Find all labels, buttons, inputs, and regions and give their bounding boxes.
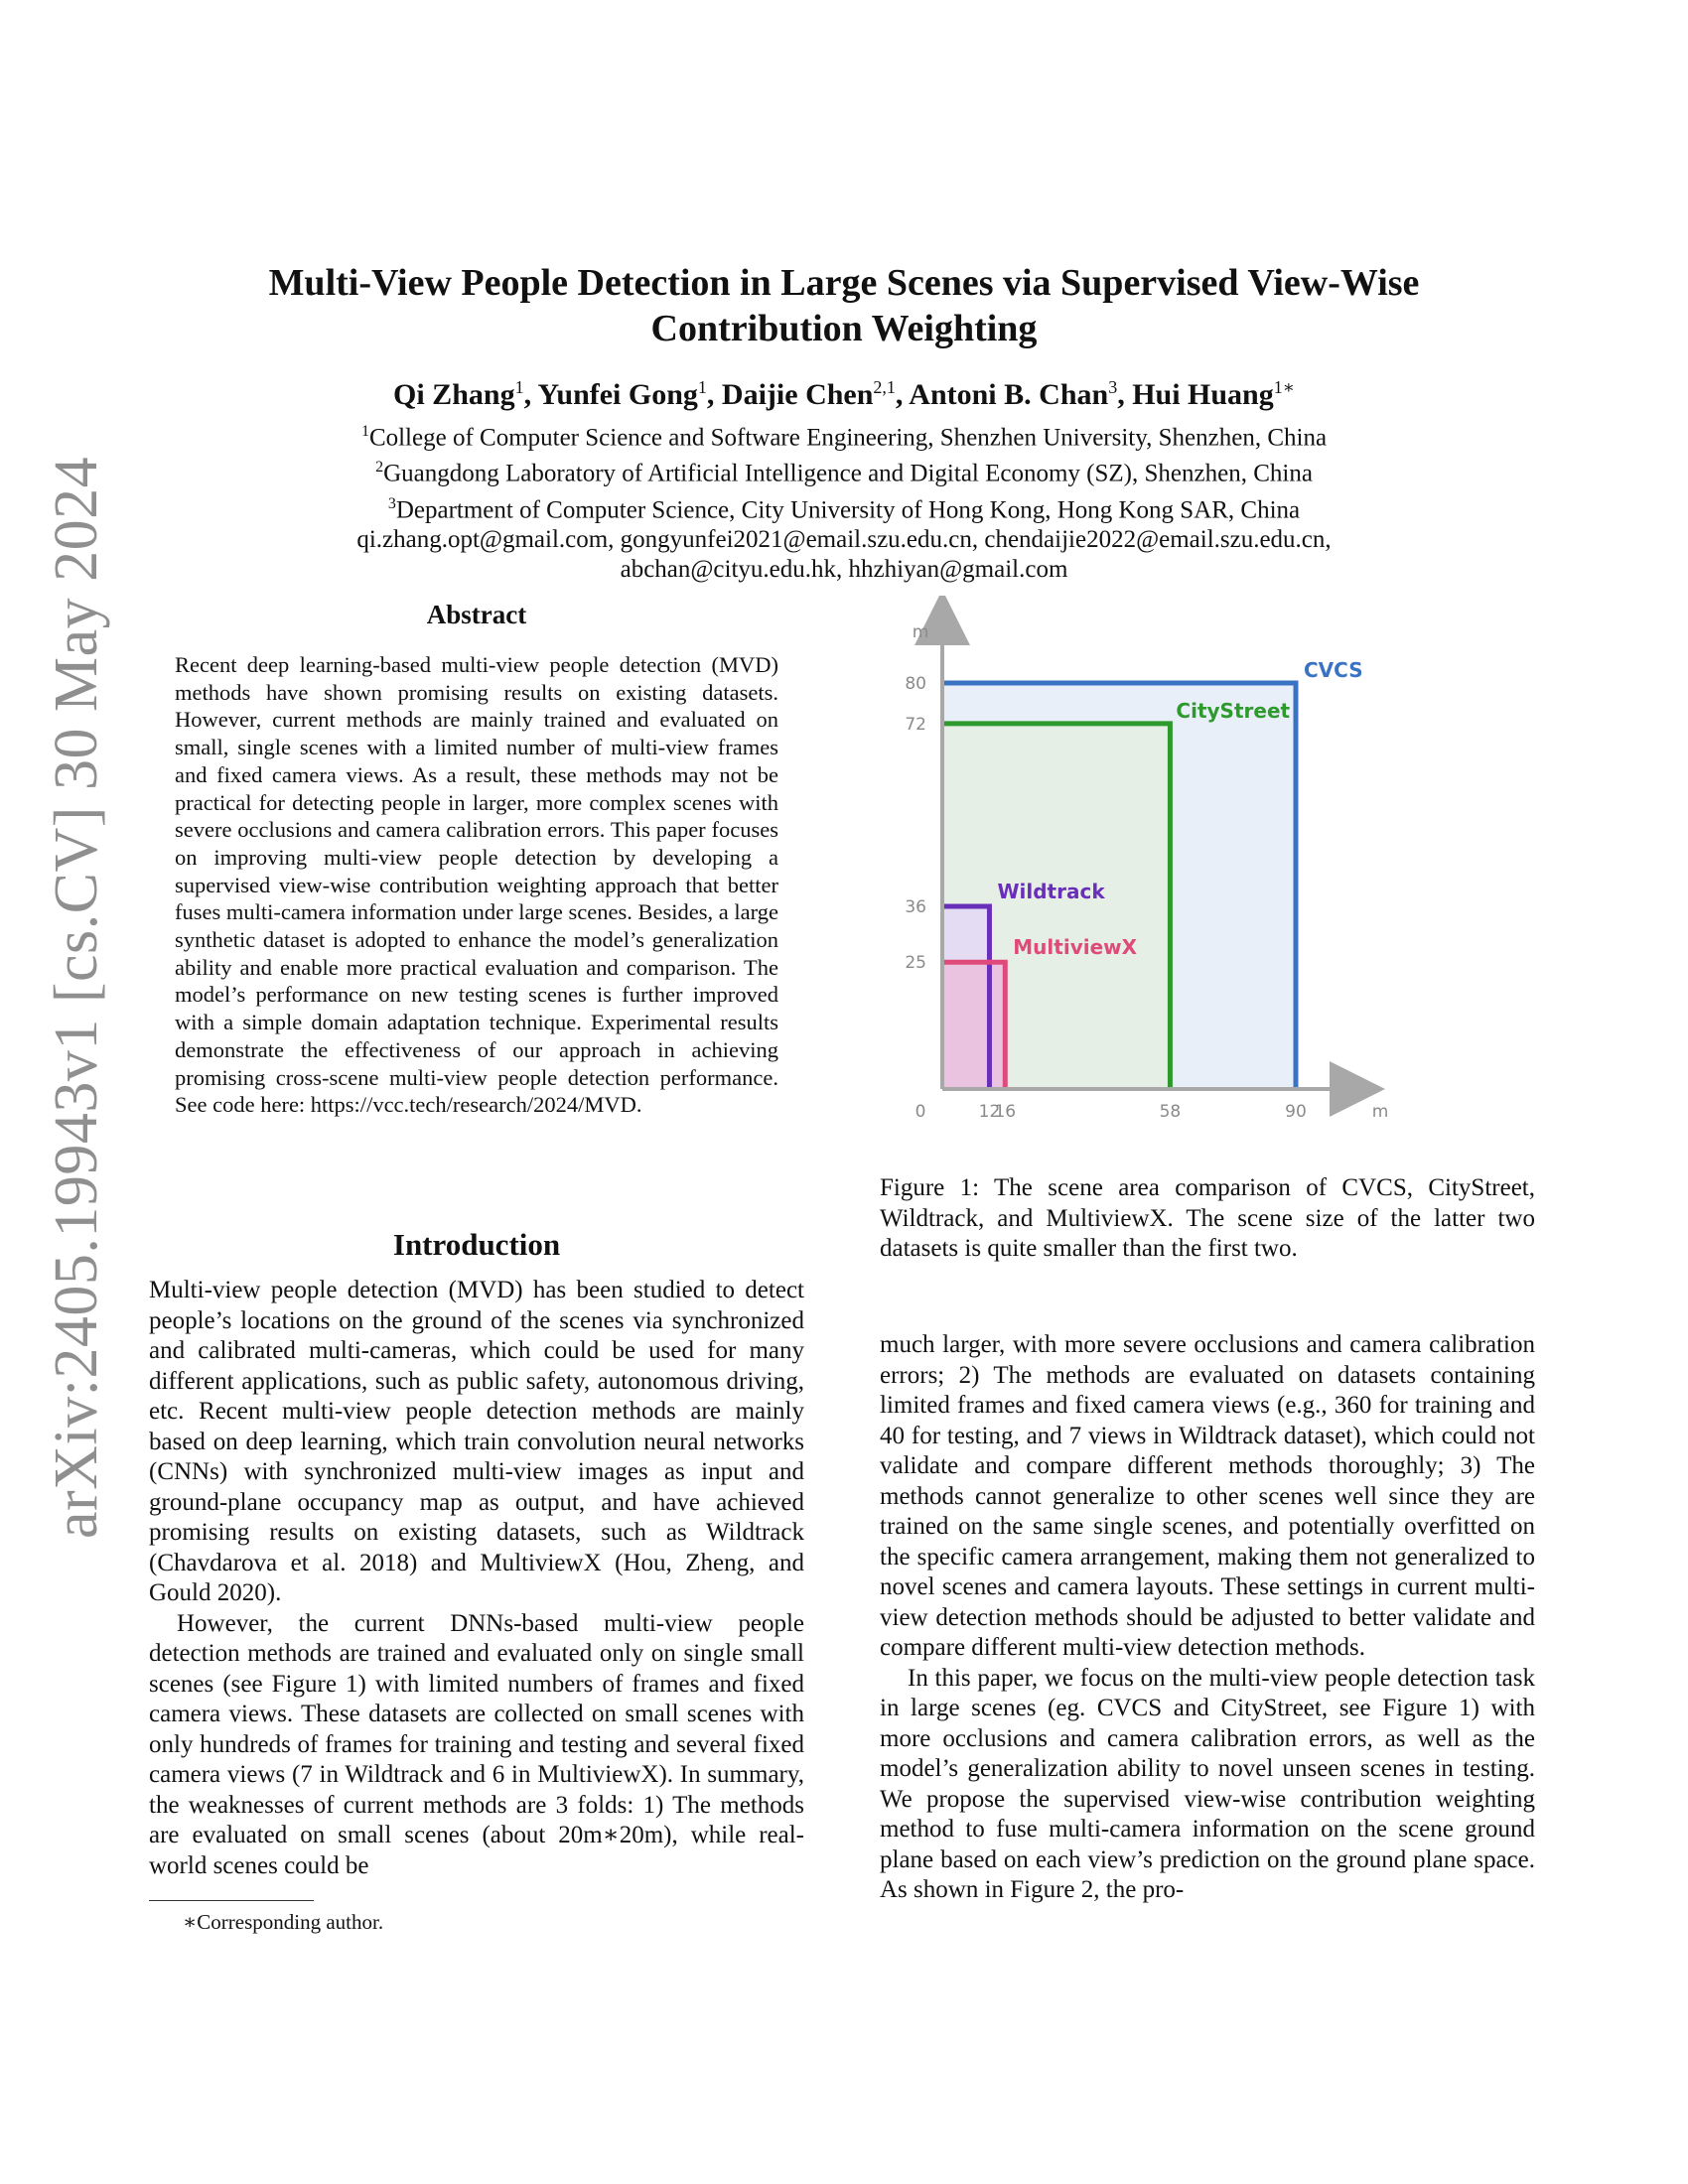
- affiliation-text: College of Computer Science and Software Engineering, Shenzhen University, Shenzhen, China: [368, 424, 1328, 452]
- introduction-heading: Introduction: [392, 1227, 561, 1262]
- title-line-2: Contribution Weighting: [650, 308, 1038, 349]
- figure-caption: Figure 1: The scene area comparison of CVCS, CityStreet, Wildtrack, and MultiviewX. The scene size of the latter two datasets is quite smaller than the first two.: [880, 1174, 1535, 1262]
- introduction-body: [149, 1276, 804, 1881]
- affiliation: [149, 453, 1539, 488]
- right-column-body: [880, 1330, 1535, 1906]
- author: Qi Zhang: [393, 378, 515, 411]
- figure-1-chart: [879, 596, 1534, 1132]
- author-sup: 1∗: [1273, 377, 1295, 397]
- x-tick-label: 12: [978, 1102, 1001, 1122]
- area-fill-multiviewx: [942, 962, 1005, 1089]
- affiliation: [149, 417, 1539, 453]
- x-tick-label: 90: [1285, 1102, 1307, 1122]
- affiliation: [149, 489, 1539, 525]
- y-tick-label: 25: [905, 953, 926, 974]
- emails-line-1: qi.zhang.opt@gmail.com, gongyunfei2021@email.szu.edu.cn, chendaijie2022@email.szu.edu.cn,: [356, 525, 1332, 553]
- affiliations: [149, 417, 1539, 585]
- footnote: ∗Corresponding author.: [183, 1910, 384, 1934]
- paragraph: much larger, with more severe occlusions and camera calibration errors; 2) The methods are evaluated on datasets containing limited frames and fixed camera views (e.g., 360 for training and 40 for testing, and 7 views in Wildtrack dataset), which could not validate and compare different methods thoroughly; 3) The methods cannot generalize to other scenes well since they are trained on the same single scenes, and potentially overfitted on the specific camera arrangement, making them not generalized to novel scenes and camera layouts. These settings in current multi-view detection methods should be adjusted to better validate and compare different multi-view detection methods.: [880, 1331, 1535, 1661]
- affiliation-sup: 3: [387, 494, 396, 512]
- author: Yunfei Gong: [537, 378, 698, 411]
- author-sup: 1: [514, 377, 524, 397]
- abstract-heading: Abstract: [426, 600, 527, 629]
- emails-line-2: abchan@cityu.edu.hk, hhzhiyan@gmail.com: [620, 555, 1068, 583]
- y-tick-label: 72: [905, 714, 926, 735]
- affiliation-text: Guangdong Laboratory of Artificial Intelligence and Digital Economy (SZ), Shenzhen, China: [383, 460, 1313, 487]
- series-label-wildtrack: Wildtrack: [997, 879, 1105, 903]
- origin-label: 0: [914, 1102, 926, 1122]
- x-tick-label: 16: [994, 1102, 1017, 1122]
- author: Hui Huang: [1132, 378, 1274, 411]
- author-sup: 1: [697, 377, 707, 397]
- paragraph: Multi-view people detection (MVD) has been studied to detect people’s locations on the ground of the scenes via synchronized and calibrated multi-cameras, which could be used for many different applications, such as public safety, autonomous driving, etc. Recent multi-view people detection methods are mainly based on deep learning, which train convolution neural networks (CNNs) with synchronized multi-view images as input and ground-plane occupancy map as output, and have achieved promising results on existing datasets, such as Wildtrack (Chavdarova et al. 2018) and MultiviewX (Hou, Zheng, and Gould 2020).: [149, 1277, 804, 1606]
- scene-area-chart: [879, 596, 1534, 1132]
- y-axis-label: m: [912, 622, 929, 642]
- author-sup: 2,1: [873, 377, 896, 397]
- series-label-cvcs: CVCS: [1304, 658, 1363, 682]
- y-tick-label: 80: [905, 674, 926, 694]
- series-label-multiviewx: MultiviewX: [1013, 935, 1138, 960]
- title-line-1: Multi-View People Detection in Large Scenes via Supervised View-Wise: [268, 262, 1420, 304]
- arxiv-identifier: arXiv:2405.19943v1 [cs.CV] 30 May 2024: [43, 456, 110, 1539]
- abstract-body: Recent deep learning-based multi-view people detection (MVD) methods have shown promising results on existing datasets. However, current methods are mainly trained and evaluated on small, single scenes with a limited number of multi-view frames and fixed camera views. As a result, these methods may not be practical for detecting people in larger, more complex scenes with severe occlusions and camera calibration errors. This paper focuses on improving multi-view people detection by developing a supervised view-wise contribution weighting approach that better fuses multi-camera information under large scenes. Besides, a large synthetic dataset is adopted to enhance the model’s generalization ability and enable more practical evaluation and comparison. The model’s performance on new testing scenes is further improved with a simple domain adaptation technique. Experimental results demonstrate the effectiveness of our approach in achieving promising cross-scene multi-view people detection performance. See code here: https://vcc.tech/research/2024/MVD.: [175, 652, 778, 1118]
- author-sup: 3: [1108, 377, 1118, 397]
- paper-title: [149, 260, 1539, 351]
- author: Daijie Chen: [721, 378, 874, 411]
- x-tick-label: 58: [1159, 1102, 1182, 1122]
- series-label-citystreet: CityStreet: [1176, 698, 1291, 723]
- x-axis-label: m: [1371, 1102, 1389, 1122]
- affiliation-sup: 2: [375, 459, 384, 477]
- paragraph: In this paper, we focus on the multi-view people detection task in large scenes (eg. CVCS and CityStreet, see Figure 1) with more occlusions and camera calibration errors, as well as the model’s generalization ability to novel unseen scenes in testing. We propose the supervised view-wise contribution weighting method to fuse multi-camera information on the scene ground plane based on each view’s prediction on the ground plane space. As shown in Figure 2, the pro-: [880, 1664, 1535, 1903]
- paragraph: However, the current DNNs-based multi-view people detection methods are trained and evaluated only on single small scenes (see Figure 1) with limited numbers of frames and fixed camera views. These datasets are collected on small scenes with only hundreds of frames for training and testing and several fixed camera views (7 in Wildtrack and 6 in MultiviewX). In summary, the weaknesses of current methods are 3 folds: 1) The methods are evaluated on small scenes (about 20m∗20m), while real-world scenes could be: [149, 1609, 804, 1879]
- affiliation-sup: 1: [360, 423, 369, 440]
- footnote-rule: [149, 1900, 314, 1901]
- author: Antoni B. Chan: [909, 378, 1109, 411]
- y-tick-label: 36: [905, 896, 926, 917]
- affiliation-text: Department of Computer Science, City University of Hong Kong, Hong Kong SAR, China: [395, 495, 1301, 523]
- author-list: Qi Zhang$^1$, Yunfei Gong$^1$, Daijie Chen$^{2,1}$, Antoni B. Chan$^3$, Hui Huang$^{1∗}$: [393, 377, 1295, 411]
